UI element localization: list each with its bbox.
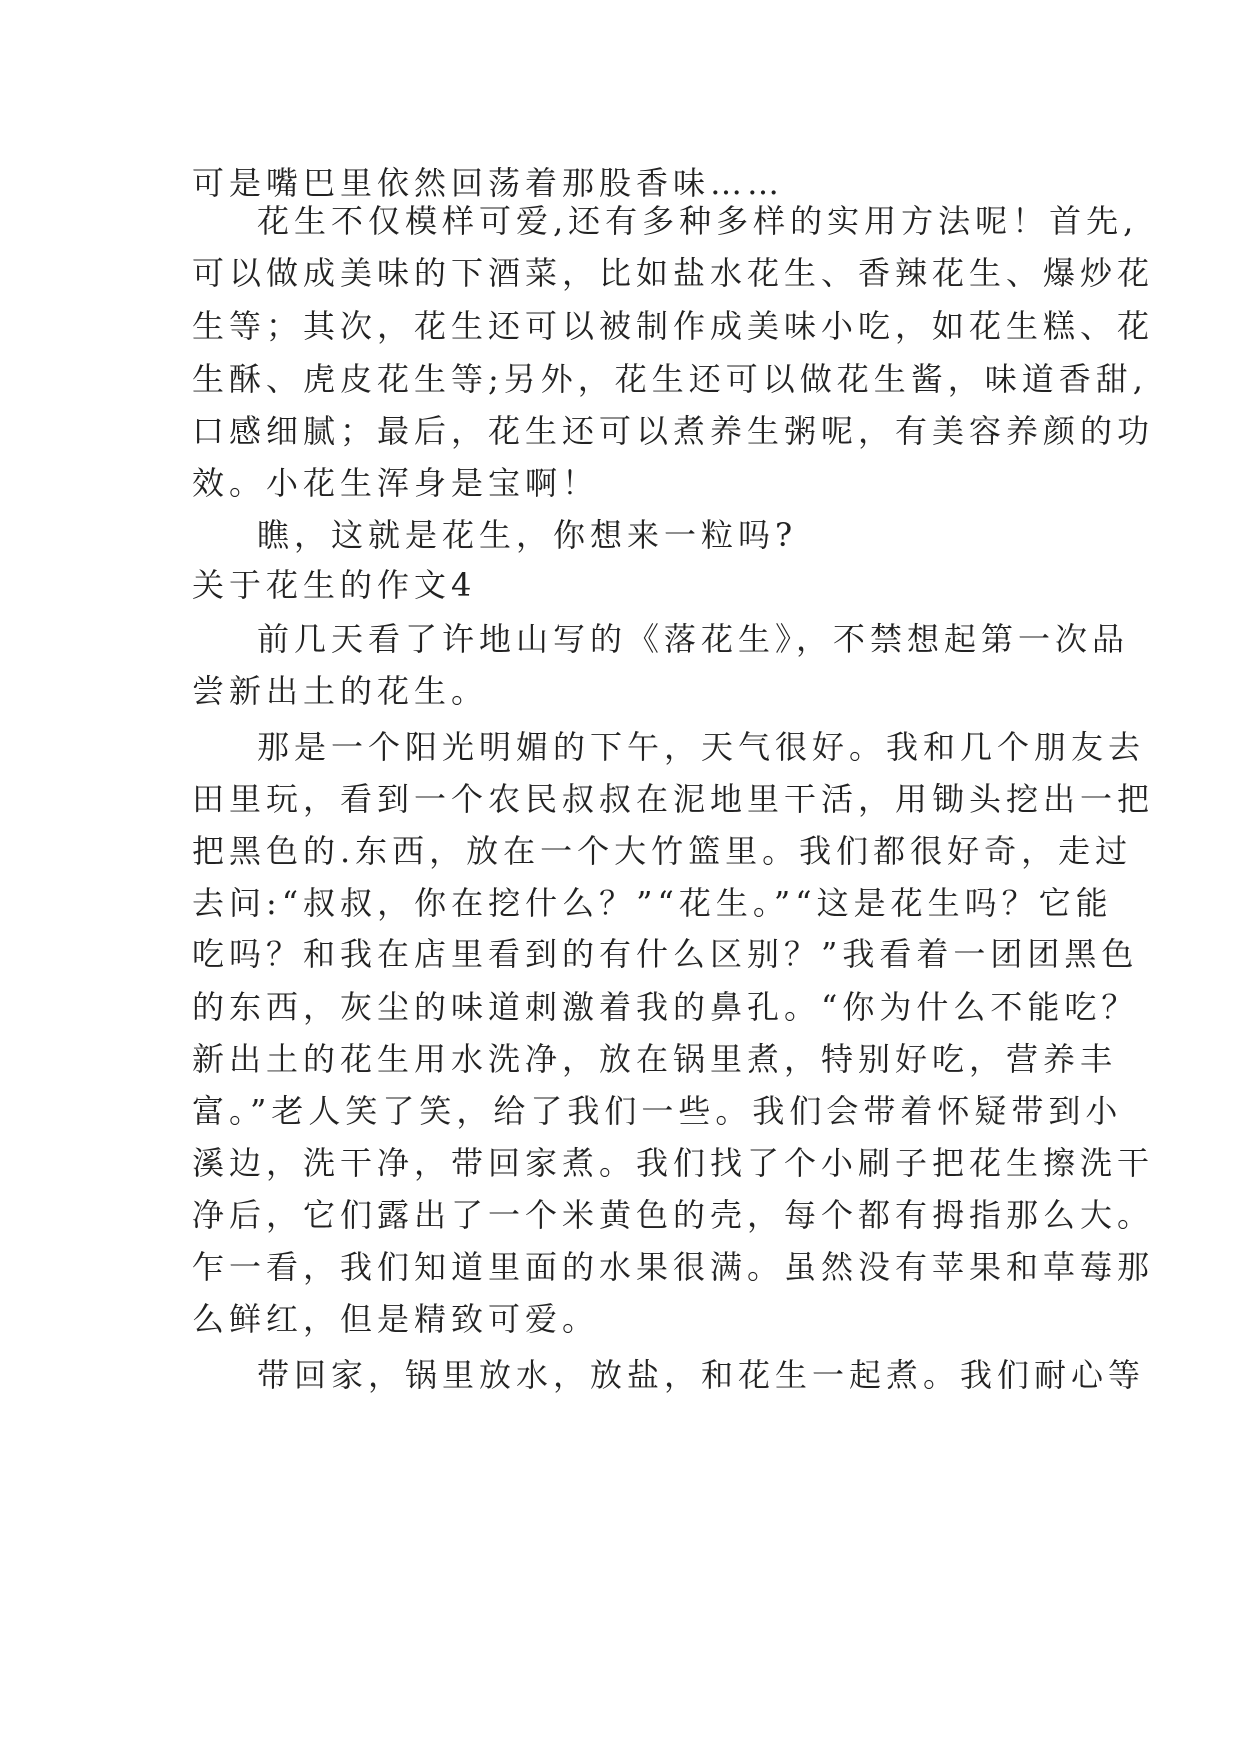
paragraph-start-line: 那是一个阳光明媚的下午，天气很好。我和几个朋友去	[257, 728, 1146, 766]
paragraph-start-line: 前几天看了许地山写的《落花生》，不禁想起第一次品	[257, 620, 1130, 658]
text-line: 把黑色的.东西，放在一个大竹篮里。我们都很好奇，走过	[192, 832, 1133, 870]
paragraph-start-line: 瞧，这就是花生，你想来一粒吗?	[257, 516, 798, 554]
text-line: 新出土的花生用水洗净，放在锅里煮，特别好吃，营养丰	[192, 1040, 1118, 1078]
paragraph-start-line: 带回家，锅里放水，放盐，和花生一起煮。我们耐心等	[257, 1356, 1146, 1394]
paragraph-start-line: 花生不仅模样可爱,还有多种多样的实用方法呢！首先,	[257, 202, 1139, 240]
text-line: 生酥、虎皮花生等;另外，花生还可以做花生酱，味道香甜,	[192, 360, 1148, 398]
text-line: 乍一看，我们知道里面的水果很满。虽然没有苹果和草莓那	[192, 1248, 1155, 1286]
text-line: 去问:“叔叔，你在挖什么？”“花生。”“这是花生吗？它能	[192, 884, 1113, 922]
text-line: 可以做成美味的下酒菜，比如盐水花生、香辣花生、爆炒花	[192, 254, 1155, 292]
text-line: 溪边，洗干净，带回家煮。我们找了个小刷子把花生擦洗干	[192, 1144, 1155, 1182]
text-line: 口感细腻；最后，花生还可以煮养生粥呢，有美容养颜的功	[192, 412, 1155, 450]
text-line: 田里玩，看到一个农民叔叔在泥地里干活，用锄头挖出一把	[192, 780, 1155, 818]
text-line: 么鲜红，但是精致可爱。	[192, 1300, 600, 1338]
text-line: 净后，它们露出了一个米黄色的壳，每个都有拇指那么大。	[192, 1196, 1155, 1234]
text-line: 的东西，灰尘的味道刺激着我的鼻孔。“你为什么不能吃？	[192, 988, 1139, 1026]
text-line: 可是嘴巴里依然回荡着那股香味……	[192, 164, 785, 202]
text-line: 尝新出土的花生。	[192, 672, 489, 710]
text-line: 效。小花生浑身是宝啊！	[192, 464, 600, 502]
text-line: 富。”老人笑了笑，给了我们一些。我们会带着怀疑带到小	[192, 1092, 1123, 1130]
text-line: 生等；其次，花生还可以被制作成美味小吃，如花生糕、花	[192, 307, 1155, 345]
text-line: 吃吗？和我在店里看到的有什么区别？”我看着一团团黑色	[192, 935, 1139, 973]
section-heading: 关于花生的作文4	[192, 566, 477, 604]
